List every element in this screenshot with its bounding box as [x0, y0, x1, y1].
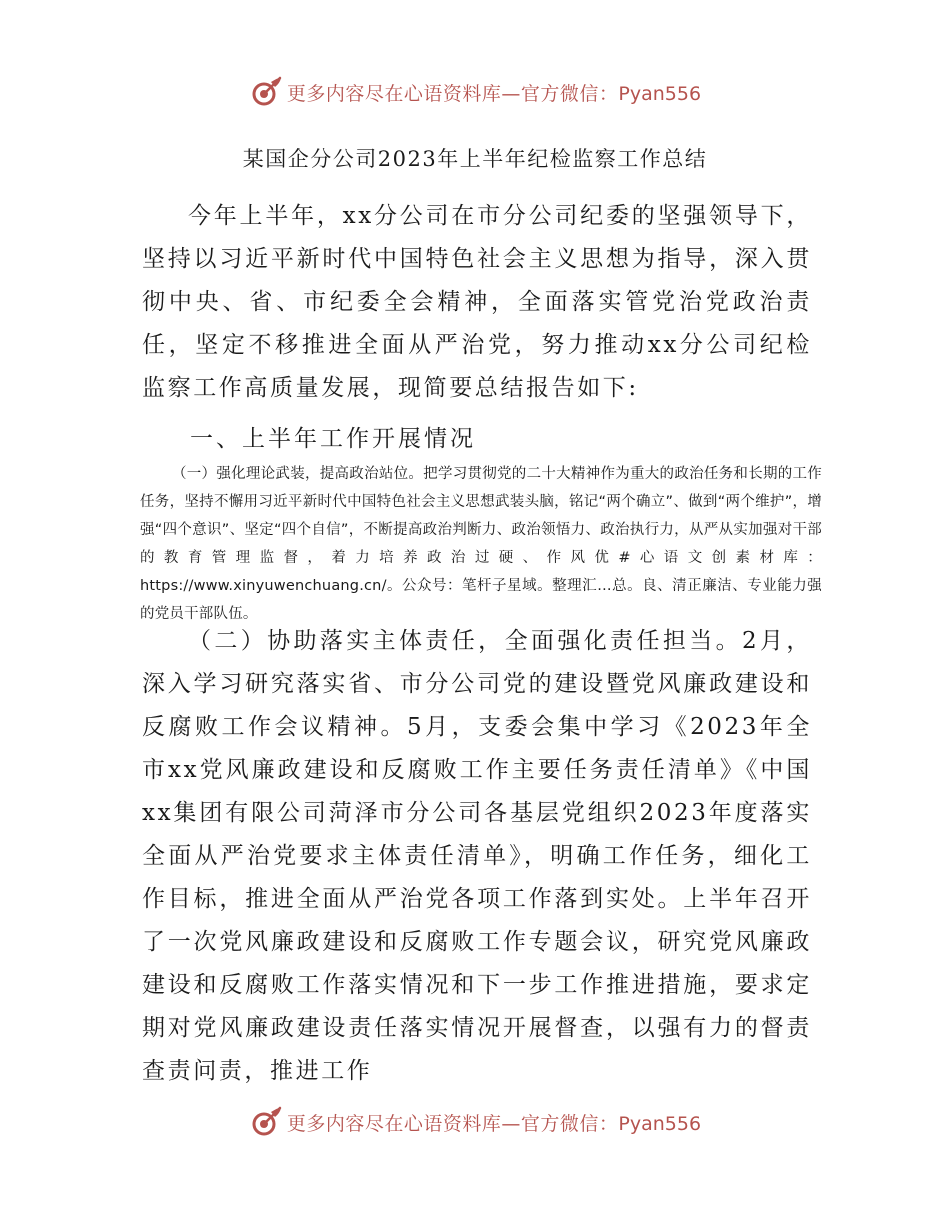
quill-circle-icon	[249, 75, 283, 109]
item-paragraph-1: （一）强化理论武装，提高政治站位。把学习贯彻党的二十大精神作为重大的政治任务和长期的工作任务，坚持不懈用习近平新时代中国特色社会主义思想武装头脑，铭记“两个确立”、做到“两个维护”，增强“四个意识”、坚定“四个自信”，不断提高政治判断力、政治领悟力、政治执行力，从严从实加强对干部的教育管理监督，着力培养政治过硬、作风优#心语文创素材库：https://www.xinyuwenchuang.cn/。公众号：笔杆子星域。整理汇…总。良、清正廉洁、专业能力强的党员干部队伍。	[140, 466, 822, 622]
document-title: 某国企分公司2023年上半年纪检监察工作总结	[242, 147, 708, 171]
watermark-banner-bottom	[0, 1102, 950, 1142]
watermark-banner-top	[0, 72, 950, 112]
watermark-text: 更多内容尽在心语资料库—官方微信：Pyan556	[286, 1112, 702, 1135]
watermark-text: 更多内容尽在心语资料库—官方微信：Pyan556	[286, 82, 702, 105]
intro-paragraph: 今年上半年，xx分公司在市分公司纪委的坚强领导下，坚持以习近平新时代中国特色社会主义思想为指导，深入贯彻中央、省、市纪委全会精神，全面落实管党治党政治责任，坚定不移推进全面从严治党，努力推动xx分公司纪检监察工作高质量发展，现简要总结报告如下:	[142, 203, 812, 401]
section-heading: 一、上半年工作开展情况	[190, 426, 476, 452]
quill-circle-icon	[249, 1105, 283, 1139]
item-paragraph-2: （二）协助落实主体责任，全面强化责任担当。2月，深入学习研究落实省、市分公司党的建设暨党风廉政建设和反腐败工作会议精神。5月，支委会集中学习《2023年全市xx党风廉政建设和反腐败工作主要任务责任清单》《中国xx集团有限公司菏泽市分公司各基层党组织2023年度落实全面从严治党要求主体责任清单》，明确工作任务，细化工作目标，推进全面从严治党各项工作落到实处。上半年召开了一次党风廉政建设和反腐败工作专题会议，研究党风廉政建设和反腐败工作落实情况和下一步工作推进措施，要求定期对党风廉政建设责任落实情况开展督查，以强有力的督责查责问责，推进工作	[142, 628, 812, 1084]
